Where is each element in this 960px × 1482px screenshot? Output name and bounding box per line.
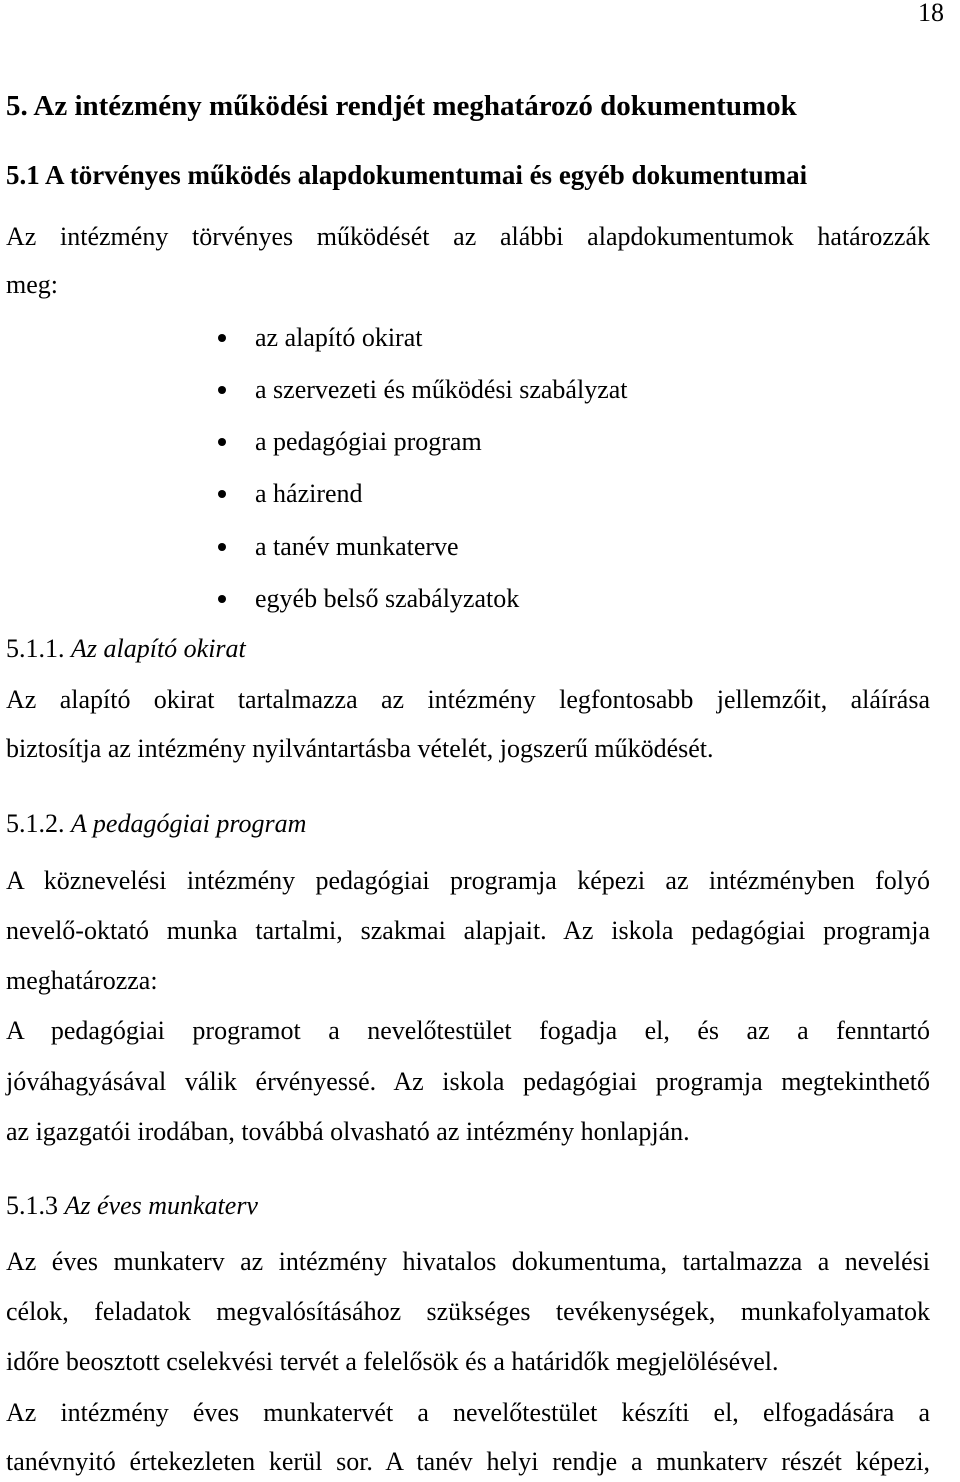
bullet-text: a szervezeti és működési szabályzat	[255, 375, 628, 404]
subsection-number: 5.1.2.	[6, 809, 65, 838]
subsection-511-heading	[6, 629, 246, 669]
bullet-text: a házirend	[255, 479, 363, 508]
bullet-text: a pedagógiai program	[255, 427, 482, 456]
bullet-item	[218, 527, 459, 567]
bullet-dot-icon	[218, 543, 226, 551]
subsection-513-heading	[6, 1186, 258, 1226]
bullet-item	[218, 318, 422, 358]
bullet-item	[218, 579, 519, 619]
bullet-dot-icon	[218, 438, 226, 446]
subsection-title: Az éves munkaterv	[64, 1191, 258, 1220]
bullet-text: egyéb belső szabályzatok	[255, 584, 520, 613]
paragraph-line: Az intézmény éves munkatervét a nevelőtestület készíti el, elfogadására a	[6, 1398, 930, 1427]
paragraph-line: tanévnyitó értekezleten kerül sor. A tanév helyi rendje a munkaterv részét képezi,	[6, 1447, 930, 1476]
subsection-number: 5.1.3	[6, 1191, 58, 1220]
paragraph-line: időre beosztott cselekvési tervét a felelősök és a határidők megjelölésével.	[6, 1347, 779, 1376]
subsection-title: Az alapító okirat	[71, 634, 246, 663]
intro-line-1: Az intézmény törvényes működését az alábbi alapdokumentumok határozzák	[6, 222, 930, 251]
paragraph-line: A köznevelési intézmény pedagógiai programja képezi az intézményben folyó	[6, 866, 930, 895]
page-number: 18	[918, 0, 944, 27]
bullet-dot-icon	[218, 595, 226, 603]
paragraph-line: az igazgatói irodában, továbbá olvasható az intézmény honlapján.	[6, 1117, 690, 1146]
subsection-512-heading	[6, 804, 306, 844]
paragraph-line: célok, feladatok megvalósításához szükséges tevékenységek, munkafolyamatok	[6, 1297, 930, 1326]
bullet-item	[218, 474, 363, 514]
paragraph-line: Az éves munkaterv az intézmény hivatalos dokumentuma, tartalmazza a nevelési	[6, 1247, 930, 1276]
paragraph-line: nevelő-oktató munka tartalmi, szakmai alapjait. Az iskola pedagógiai programja	[6, 916, 930, 945]
paragraph-line: meghatározza:	[6, 966, 158, 995]
paragraph-line: jóváhagyásával válik érvényessé. Az iskola pedagógiai programja megtekinthető	[6, 1067, 930, 1096]
paragraph-line: A pedagógiai programot a nevelőtestület fogadja el, és az a fenntartó	[6, 1016, 930, 1045]
intro-line-2: meg:	[6, 270, 58, 299]
paragraph-line: Az alapító okirat tartalmazza az intézmény legfontosabb jellemzőit, aláírása	[6, 685, 930, 714]
bullet-text: a tanév munkaterve	[255, 532, 459, 561]
bullet-dot-icon	[218, 334, 226, 342]
paragraph-line: biztosítja az intézmény nyilvántartásba vételét, jogszerű működését.	[6, 734, 714, 763]
chapter-heading: 5. Az intézmény működési rendjét meghatározó dokumentumok	[6, 90, 797, 122]
bullet-item	[218, 370, 628, 410]
bullet-item	[218, 422, 482, 462]
bullet-text: az alapító okirat	[255, 323, 423, 352]
bullet-dot-icon	[218, 490, 226, 498]
subsection-number: 5.1.1.	[6, 634, 65, 663]
section-heading: 5.1 A törvényes működés alapdokumentumai és egyéb dokumentumai	[6, 160, 808, 190]
bullet-dot-icon	[218, 386, 226, 394]
subsection-title: A pedagógiai program	[71, 809, 307, 838]
